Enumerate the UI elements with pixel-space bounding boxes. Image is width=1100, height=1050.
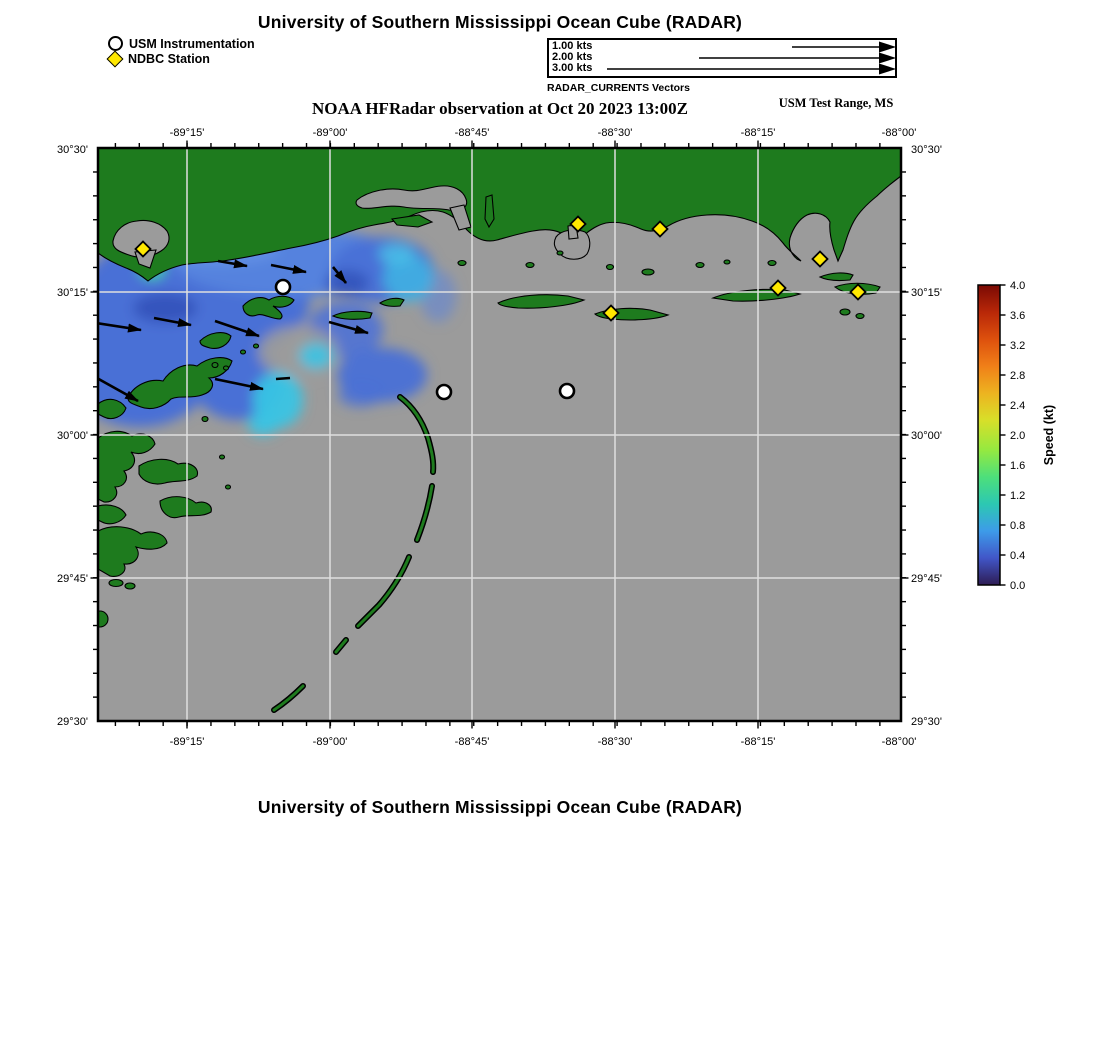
colorbar-tick-label: 1.6 bbox=[1010, 460, 1026, 472]
islet bbox=[526, 263, 534, 268]
current-vector bbox=[276, 378, 290, 379]
islet bbox=[607, 265, 614, 270]
page-title: University of Southern Mississippi Ocean Cube (RADAR) bbox=[257, 12, 743, 32]
lon-tick-label: -88°45' bbox=[454, 736, 490, 748]
colorbar-tick-label: 0.0 bbox=[1010, 580, 1026, 592]
lon-tick-label: -88°15' bbox=[740, 736, 776, 748]
scale-caption: RADAR_CURRENTS Vectors bbox=[547, 82, 690, 94]
scale-2kt-label: 2.00 kts bbox=[552, 51, 593, 63]
marsh-bit bbox=[92, 611, 108, 627]
usm-station-marker bbox=[437, 385, 451, 399]
observation-subtitle: NOAA HFRadar observation at Oct 20 2023 13:00Z bbox=[311, 99, 689, 118]
scale-1kt-label: 1.00 kts bbox=[552, 40, 593, 52]
lat-tick-label: 29°30' bbox=[911, 716, 942, 728]
colorbar-gradient bbox=[978, 285, 1000, 585]
colorbar-tick-label: 3.2 bbox=[1010, 340, 1026, 352]
islet bbox=[840, 309, 850, 315]
lon-tick-label: -88°30' bbox=[597, 127, 633, 139]
colorbar-tick-label: 0.4 bbox=[1010, 550, 1026, 562]
islet bbox=[557, 251, 563, 255]
lon-tick-label: -88°30' bbox=[597, 736, 633, 748]
legend-ndbc-label: NDBC Station bbox=[128, 51, 210, 66]
islet bbox=[642, 269, 654, 275]
usm-station-marker bbox=[560, 384, 574, 398]
lat-tick-label: 29°45' bbox=[911, 573, 942, 585]
marsh-dot bbox=[254, 344, 259, 348]
colorbar-tick-label: 0.8 bbox=[1010, 520, 1026, 532]
islet bbox=[458, 261, 466, 266]
lat-axis-right bbox=[911, 144, 942, 728]
lon-tick-label: -88°15' bbox=[740, 127, 776, 139]
lon-tick-label: -89°15' bbox=[169, 127, 205, 139]
lat-tick-label: 30°15' bbox=[911, 287, 942, 299]
marsh-bit bbox=[109, 580, 123, 587]
colorbar bbox=[978, 280, 1056, 592]
colorbar-tick-label: 2.0 bbox=[1010, 430, 1026, 442]
legend-usm-label: USM Instrumentation bbox=[129, 36, 255, 51]
marsh-dot bbox=[241, 350, 246, 354]
bottom-title: University of Southern Mississippi Ocean Cube (RADAR) bbox=[257, 797, 743, 817]
lon-tick-label: -89°00' bbox=[312, 127, 348, 139]
lat-tick-label: 29°45' bbox=[57, 573, 88, 585]
lon-axis-top bbox=[170, 127, 917, 139]
marsh-dot bbox=[226, 485, 231, 489]
lon-tick-label: -88°00' bbox=[881, 127, 917, 139]
marsh-dot bbox=[202, 417, 208, 422]
colorbar-tick-label: 1.2 bbox=[1010, 490, 1026, 502]
colorbar-axis-label: Speed (kt) bbox=[1042, 404, 1056, 466]
marsh-dot bbox=[212, 363, 218, 368]
usm-station-marker bbox=[276, 280, 290, 294]
islet bbox=[856, 314, 864, 319]
colorbar-tick-label: 4.0 bbox=[1010, 280, 1026, 292]
islet bbox=[724, 260, 730, 264]
lat-tick-label: 30°30' bbox=[911, 144, 942, 156]
lat-tick-label: 30°15' bbox=[57, 287, 88, 299]
lon-tick-label: -88°45' bbox=[454, 127, 490, 139]
islet bbox=[696, 263, 704, 268]
marsh-dot bbox=[220, 455, 225, 459]
lon-tick-label: -88°00' bbox=[881, 736, 917, 748]
lon-tick-label: -89°15' bbox=[169, 736, 205, 748]
lat-tick-label: 30°30' bbox=[57, 144, 88, 156]
islet bbox=[768, 261, 776, 266]
lon-axis-bottom bbox=[170, 736, 917, 748]
marsh-bit bbox=[125, 583, 135, 589]
scale-3kt-label: 3.00 kts bbox=[552, 62, 593, 74]
lat-axis-left bbox=[57, 144, 88, 728]
lon-tick-label: -89°00' bbox=[312, 736, 348, 748]
marsh-dot bbox=[224, 366, 229, 370]
colorbar-tick-label: 2.8 bbox=[1010, 370, 1026, 382]
region-label: USM Test Range, MS bbox=[778, 96, 894, 110]
colorbar-tick-label: 3.6 bbox=[1010, 310, 1026, 322]
colorbar-tick-label: 2.4 bbox=[1010, 400, 1026, 412]
lat-tick-label: 30°00' bbox=[57, 430, 88, 442]
lat-tick-label: 30°00' bbox=[911, 430, 942, 442]
lat-tick-label: 29°30' bbox=[57, 716, 88, 728]
